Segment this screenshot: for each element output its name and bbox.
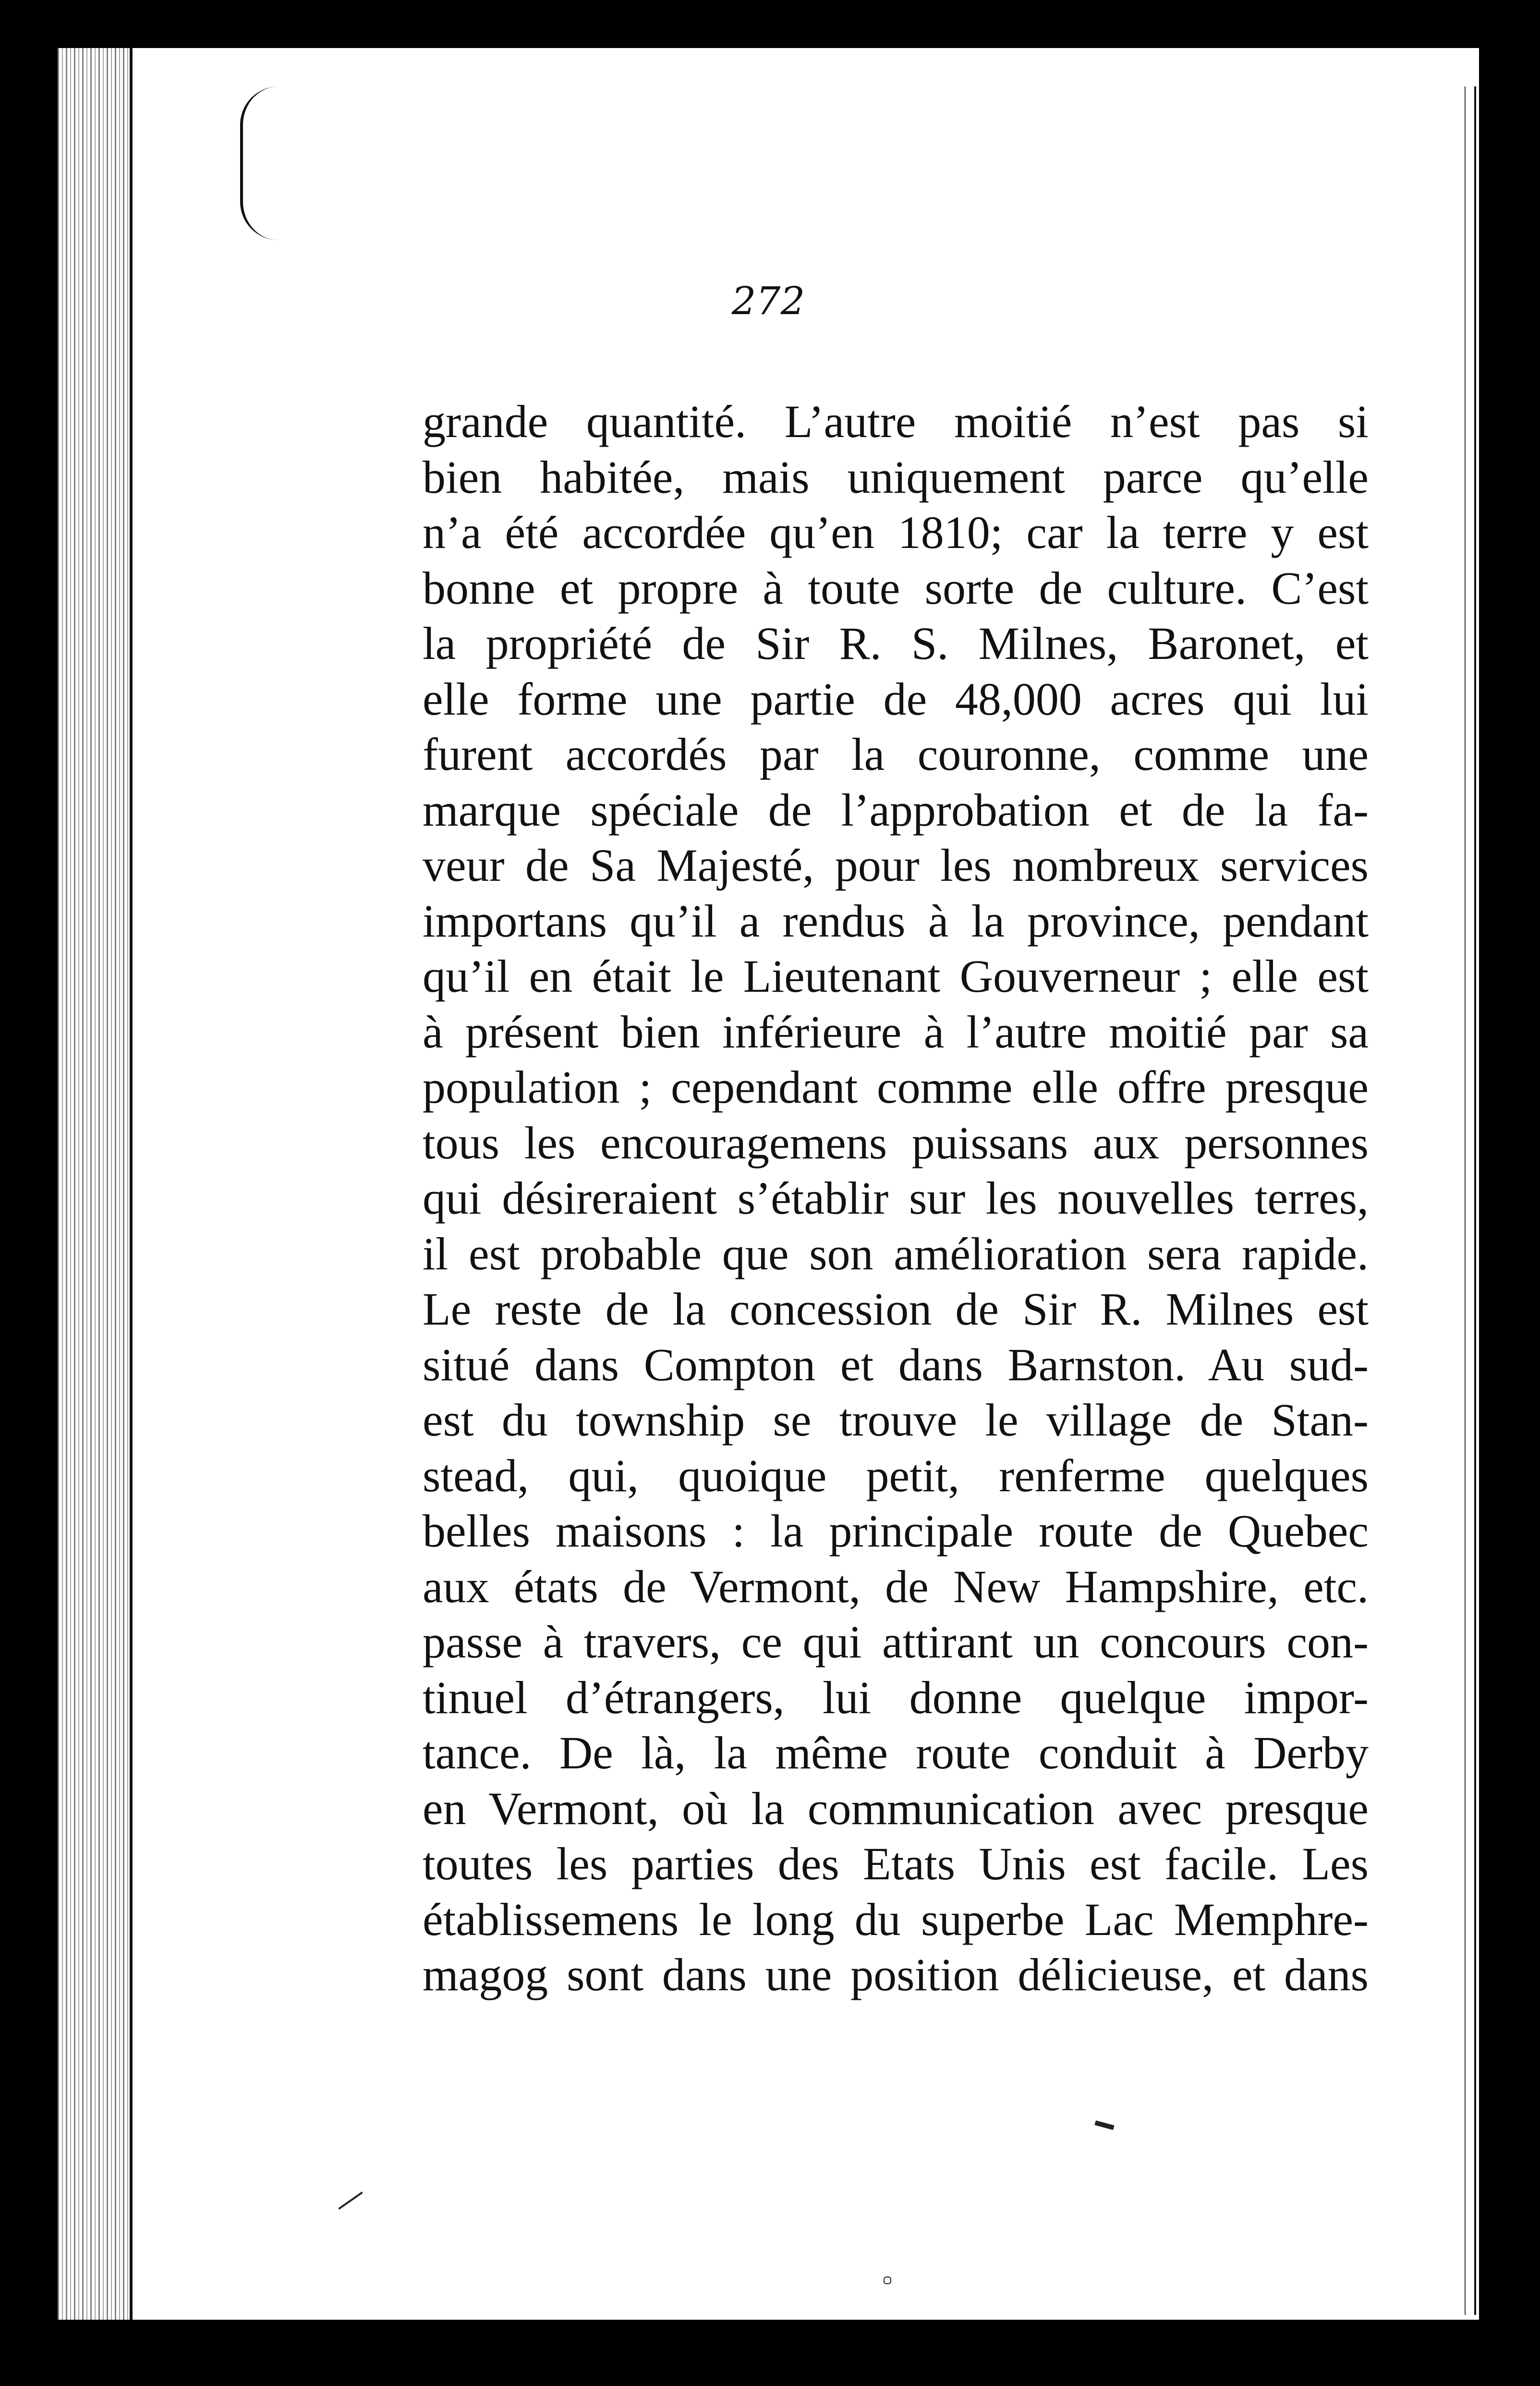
text-line: marque spéciale de l’approbation et de la fa- xyxy=(423,784,1369,836)
stray-mark xyxy=(338,2191,363,2210)
text-line: la propriété de Sir R. S. Milnes, Baronet, et xyxy=(423,618,1369,669)
book-page xyxy=(58,48,1479,2320)
text-line: toutes les parties des Etats Unis est facile. Les xyxy=(423,1838,1369,1889)
text-line: situé dans Compton et dans Barnston. Au sud- xyxy=(423,1339,1369,1390)
text-line: aux états de Vermont, de New Hampshire, etc. xyxy=(423,1560,1369,1612)
text-line: stead, qui, quoique petit, renferme quelques xyxy=(423,1449,1369,1501)
text-line: bonne et propre à toute sorte de culture. C’est xyxy=(423,562,1369,614)
text-line: elle forme une partie de 48,000 acres qui lui xyxy=(423,673,1369,725)
bracket-mark xyxy=(240,86,281,240)
text-line: établissemens le long du superbe Lac Memphre- xyxy=(423,1893,1369,1945)
text-line: furent accordés par la couronne, comme une xyxy=(423,729,1369,780)
stray-mark xyxy=(884,2276,891,2284)
text-line: bien habitée, mais uniquement parce qu’elle xyxy=(423,451,1369,503)
text-line: en Vermont, où la communication avec presque xyxy=(423,1782,1369,1834)
text-line: magog sont dans une position délicieuse, et dans xyxy=(423,1949,1369,2000)
text-line: qu’il en était le Lieutenant Gouverneur ; elle est xyxy=(423,950,1369,1002)
text-line: à présent bien inférieure à l’autre moitié par sa xyxy=(423,1006,1369,1058)
text-line: tous les encouragemens puissans aux personnes xyxy=(423,1117,1369,1169)
stray-mark xyxy=(1094,2120,1114,2130)
page-edge-inner xyxy=(1465,86,1466,2315)
text-line: qui désireraient s’établir sur les nouvelles terres, xyxy=(423,1172,1369,1224)
binding-gutter xyxy=(58,48,130,2320)
page-edge-outer xyxy=(1474,86,1476,2315)
text-line: tance. De là, la même route conduit à Derby xyxy=(423,1727,1369,1778)
text-line: n’a été accordée qu’en 1810; car la terre y est xyxy=(423,507,1369,558)
text-line: veur de Sa Majesté, pour les nombreux services xyxy=(423,840,1369,891)
text-line: est du township se trouve le village de Stan- xyxy=(423,1394,1369,1446)
text-line: population ; cependant comme elle offre presque xyxy=(423,1061,1369,1113)
page-number: 272 xyxy=(731,279,805,323)
text-line: Le reste de la concession de Sir R. Milnes est xyxy=(423,1283,1369,1335)
body-text xyxy=(423,394,1369,2003)
text-line: importans qu’il a rendus à la province, pendant xyxy=(423,895,1369,947)
gutter-edge xyxy=(130,48,133,2320)
text-line: tinuel d’étrangers, lui donne quelque impor- xyxy=(423,1671,1369,1723)
text-line: passe à travers, ce qui attirant un concours con- xyxy=(423,1616,1369,1668)
text-line: grande quantité. L’autre moitié n’est pas si xyxy=(423,396,1369,447)
text-line: il est probable que son amélioration sera rapide. xyxy=(423,1228,1369,1279)
text-line: belles maisons : la principale route de Quebec xyxy=(423,1505,1369,1557)
